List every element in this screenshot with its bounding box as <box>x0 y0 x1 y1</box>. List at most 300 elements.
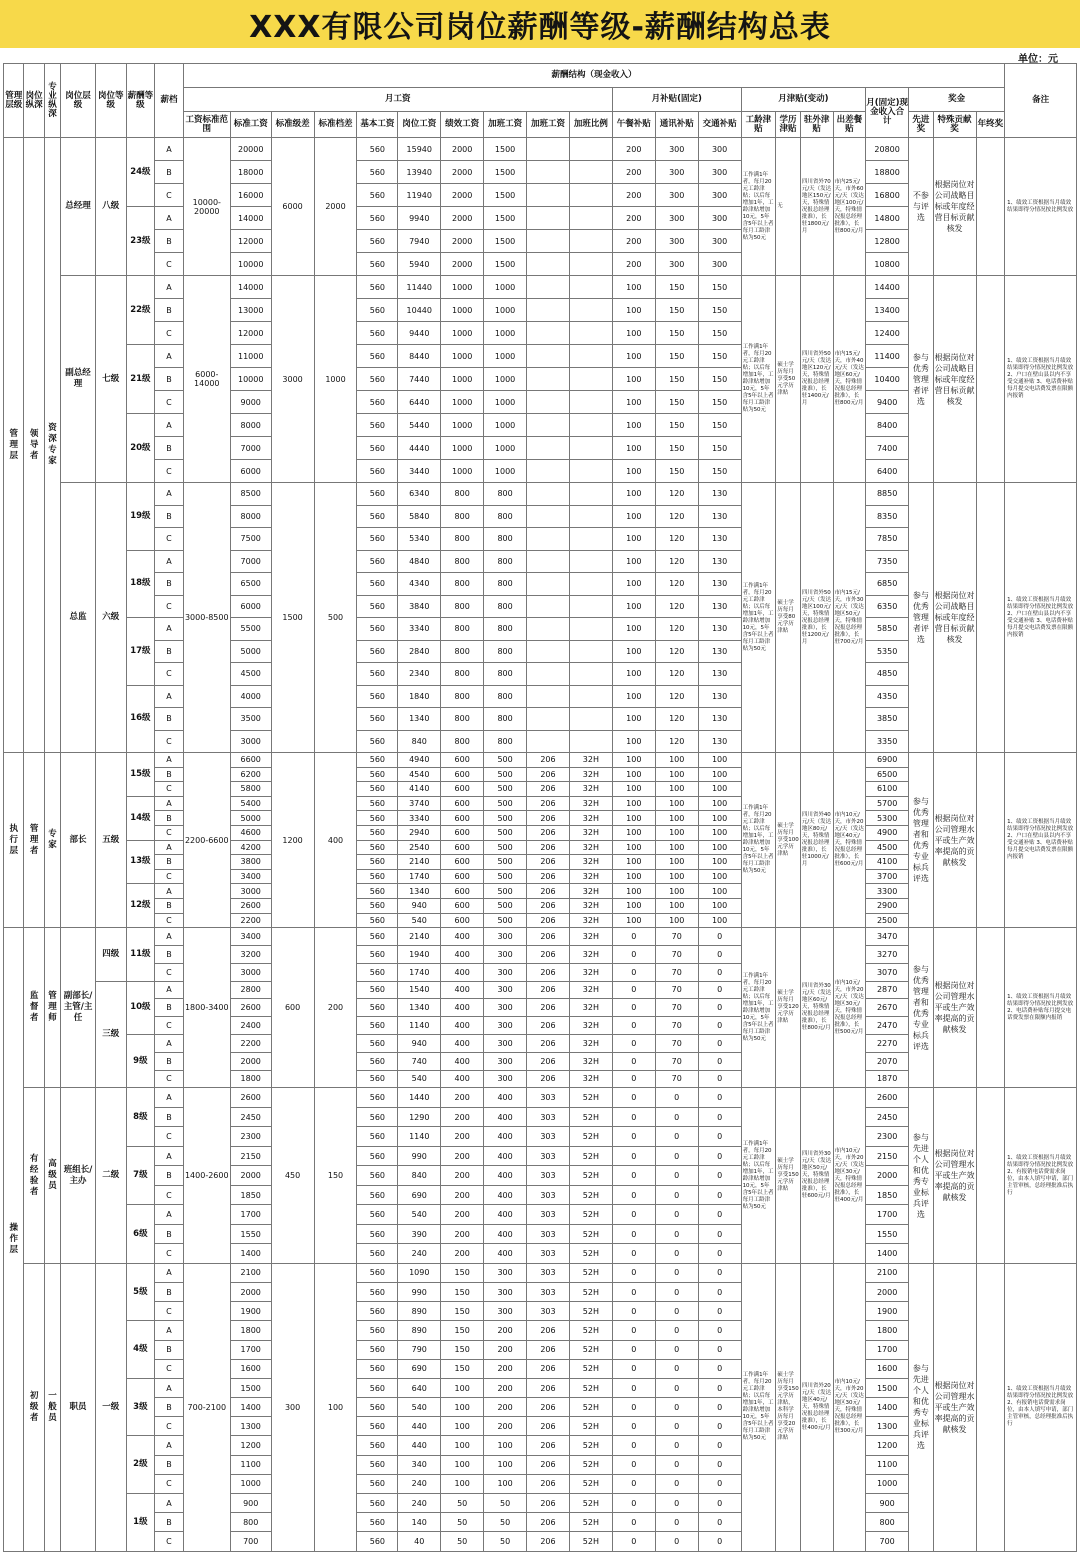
header-step-diff: 标准档差 <box>314 112 357 138</box>
post-wage-cell: 1940 <box>398 945 441 963</box>
post-wage-cell: 4140 <box>398 782 441 797</box>
ot-ratio-cell: 52H <box>569 1321 612 1340</box>
edu-cell: 硕士学历每月享受150元学历津贴，本科学历每月享受20元学历津贴 <box>776 1263 801 1551</box>
pos-level-cell: 班组长/主办 <box>61 1088 96 1264</box>
monthly-total-cell: 4850 <box>866 663 909 686</box>
monthly-total-cell: 1600 <box>866 1359 909 1378</box>
pay-step-cell: B <box>155 999 184 1017</box>
std-wage-cell: 2150 <box>230 1146 271 1166</box>
mgmt-level-cell: 管 理 层 <box>4 138 24 753</box>
post-wage-cell: 4340 <box>398 573 441 596</box>
meal-cell: 0 <box>612 1034 655 1052</box>
monthly-total-cell: 6500 <box>866 767 909 782</box>
comm-cell: 0 <box>655 1244 698 1264</box>
basic-wage-cell: 560 <box>357 840 398 855</box>
ot-wage2-cell <box>527 207 570 230</box>
monthly-total-cell: 16800 <box>866 184 909 207</box>
comm-cell: 70 <box>655 1017 698 1035</box>
meal-cell: 0 <box>612 1244 655 1264</box>
ot-wage2-cell: 206 <box>527 1378 570 1397</box>
ot-ratio-cell <box>569 368 612 391</box>
meal-cell: 200 <box>612 161 655 184</box>
basic-wage-cell: 560 <box>357 1282 398 1301</box>
ot-wage2-cell <box>527 345 570 368</box>
meal-cell: 0 <box>612 1359 655 1378</box>
comm-cell: 300 <box>655 161 698 184</box>
comm-cell: 120 <box>655 708 698 731</box>
ot-ratio-cell: 52H <box>569 1088 612 1108</box>
traffic-cell: 130 <box>698 708 741 731</box>
perf-wage-cell: 600 <box>441 898 484 913</box>
perf-wage-cell: 100 <box>441 1474 484 1493</box>
std-wage-cell: 1900 <box>230 1302 271 1321</box>
monthly-total-cell: 8400 <box>866 414 909 437</box>
monthly-total-cell: 2100 <box>866 1263 909 1282</box>
pay-grade-cell: 22级 <box>126 276 155 345</box>
ot-wage2-cell: 303 <box>527 1107 570 1127</box>
comm-cell: 150 <box>655 299 698 322</box>
traffic-cell: 300 <box>698 161 741 184</box>
std-wage-cell: 2100 <box>230 1263 271 1282</box>
traffic-cell: 130 <box>698 640 741 663</box>
perf-wage-cell: 2000 <box>441 253 484 276</box>
std-wage-cell: 13000 <box>230 299 271 322</box>
meal-cell: 0 <box>612 1166 655 1186</box>
basic-wage-cell: 560 <box>357 945 398 963</box>
ot-wage2-cell: 206 <box>527 753 570 768</box>
ot-ratio-cell: 52H <box>569 1359 612 1378</box>
basic-wage-cell: 560 <box>357 345 398 368</box>
perf-wage-cell: 200 <box>441 1244 484 1264</box>
basic-wage-cell: 560 <box>357 276 398 299</box>
pay-step-cell: B <box>155 945 184 963</box>
wage-range-cell: 700-2100 <box>183 1263 230 1551</box>
ot-ratio-cell <box>569 460 612 483</box>
pay-step-cell: A <box>155 796 184 811</box>
ot-wage2-cell: 303 <box>527 1166 570 1186</box>
ot-wage2-cell: 303 <box>527 1088 570 1108</box>
std-wage-cell: 16000 <box>230 184 271 207</box>
basic-wage-cell: 560 <box>357 1205 398 1225</box>
monthly-total-cell: 3470 <box>866 928 909 946</box>
traffic-cell: 300 <box>698 207 741 230</box>
comm-cell: 0 <box>655 1513 698 1532</box>
basic-wage-cell: 560 <box>357 913 398 928</box>
perf-wage-cell: 600 <box>441 753 484 768</box>
std-wage-cell: 2000 <box>230 1166 271 1186</box>
comm-cell: 300 <box>655 184 698 207</box>
salary-table-wrapper <box>3 63 1077 1552</box>
comm-cell: 0 <box>655 1127 698 1147</box>
ot-wage2-cell <box>527 595 570 618</box>
comm-cell: 0 <box>655 1340 698 1359</box>
comm-cell: 70 <box>655 1034 698 1052</box>
traffic-cell: 0 <box>698 1340 741 1359</box>
post-wage-cell: 540 <box>398 1070 441 1088</box>
pay-step-cell: B <box>155 767 184 782</box>
header-advanced: 先进奖 <box>909 112 934 138</box>
travel-cell: 市内15元/天，市外40元/天（发达地区60元/天，特殊情况报总经理批准），长驻800元/月 <box>833 276 866 483</box>
basic-wage-cell: 560 <box>357 1166 398 1186</box>
meal-cell: 0 <box>612 1494 655 1513</box>
monthly-total-cell: 1100 <box>866 1455 909 1474</box>
perf-wage-cell: 150 <box>441 1263 484 1282</box>
perf-wage-cell: 2000 <box>441 138 484 161</box>
traffic-cell: 0 <box>698 1417 741 1436</box>
ot-wage2-cell: 206 <box>527 767 570 782</box>
basic-wage-cell: 560 <box>357 811 398 826</box>
ot-ratio-cell <box>569 184 612 207</box>
monthly-total-cell: 10400 <box>866 368 909 391</box>
ot-wage2-cell: 303 <box>527 1205 570 1225</box>
wage-range-cell: 6000-14000 <box>183 276 230 483</box>
ot-ratio-cell <box>569 276 612 299</box>
comm-cell: 0 <box>655 1282 698 1301</box>
ot-ratio-cell: 32H <box>569 999 612 1017</box>
header-post: 岗位工资 <box>398 112 441 138</box>
pos-level-cell: 总监 <box>61 483 96 753</box>
ot-wage-cell: 800 <box>484 730 527 753</box>
basic-wage-cell: 560 <box>357 855 398 870</box>
traffic-cell: 0 <box>698 1321 741 1340</box>
std-wage-cell: 6600 <box>230 753 271 768</box>
monthly-total-cell: 14800 <box>866 207 909 230</box>
ot-wage-cell: 500 <box>484 782 527 797</box>
ot-wage2-cell <box>527 161 570 184</box>
basic-wage-cell: 560 <box>357 1088 398 1108</box>
pos-grade-cell: 四级 <box>95 928 126 981</box>
post-wage-cell: 7940 <box>398 230 441 253</box>
perf-wage-cell: 600 <box>441 825 484 840</box>
meal-cell: 200 <box>612 184 655 207</box>
pro-cell: 一 般 员 <box>44 1263 60 1551</box>
post-wage-cell: 890 <box>398 1302 441 1321</box>
pay-step-cell: B <box>155 299 184 322</box>
header-wage-range: 工资标准范围 <box>183 112 230 138</box>
yearend-bonus-cell <box>976 1088 1005 1264</box>
basic-wage-cell: 560 <box>357 999 398 1017</box>
ot-ratio-cell: 52H <box>569 1205 612 1225</box>
monthly-total-cell: 13400 <box>866 299 909 322</box>
meal-cell: 100 <box>612 345 655 368</box>
basic-wage-cell: 560 <box>357 1398 398 1417</box>
table-row <box>4 928 1077 946</box>
basic-wage-cell: 560 <box>357 368 398 391</box>
ot-wage-cell: 1500 <box>484 138 527 161</box>
wage-range-cell: 2200-6600 <box>183 753 230 928</box>
pay-step-cell: A <box>155 1436 184 1455</box>
ot-ratio-cell: 32H <box>569 928 612 946</box>
basic-wage-cell: 560 <box>357 322 398 345</box>
ot-wage2-cell: 206 <box>527 898 570 913</box>
perf-wage-cell: 150 <box>441 1282 484 1301</box>
std-wage-cell: 1500 <box>230 1378 271 1397</box>
traffic-cell: 100 <box>698 869 741 884</box>
basic-wage-cell: 560 <box>357 595 398 618</box>
std-wage-cell: 1550 <box>230 1224 271 1244</box>
ot-ratio-cell: 32H <box>569 825 612 840</box>
monthly-total-cell: 2500 <box>866 913 909 928</box>
traffic-cell: 130 <box>698 663 741 686</box>
basic-wage-cell: 560 <box>357 483 398 506</box>
traffic-cell: 150 <box>698 391 741 414</box>
post-wage-cell: 1290 <box>398 1107 441 1127</box>
monthly-total-cell: 5850 <box>866 618 909 641</box>
perf-wage-cell: 600 <box>441 796 484 811</box>
ot-ratio-cell <box>569 322 612 345</box>
ot-ratio-cell: 32H <box>569 753 612 768</box>
meal-cell: 100 <box>612 884 655 899</box>
basic-wage-cell: 560 <box>357 1127 398 1147</box>
edu-cell: 硕士学历每月享受50元学历津贴 <box>776 276 801 483</box>
meal-cell: 100 <box>612 663 655 686</box>
advanced-bonus-cell: 不参与评选 <box>909 138 934 276</box>
basic-wage-cell: 560 <box>357 460 398 483</box>
comm-cell: 0 <box>655 1088 698 1108</box>
monthly-total-cell: 1700 <box>866 1340 909 1359</box>
pay-step-cell: C <box>155 782 184 797</box>
edu-cell: 无 <box>776 138 801 276</box>
yearend-bonus-cell <box>976 1263 1005 1551</box>
ot-wage2-cell <box>527 437 570 460</box>
comm-cell: 70 <box>655 1070 698 1088</box>
monthly-total-cell: 1700 <box>866 1205 909 1225</box>
ot-ratio-cell: 32H <box>569 913 612 928</box>
travel-cell: 市内10元/天，市外20元/天（发达地区40元/天，特殊情况报总经理批准），长驻600元/月 <box>833 753 866 928</box>
std-wage-cell: 14000 <box>230 276 271 299</box>
perf-wage-cell: 50 <box>441 1494 484 1513</box>
traffic-cell: 130 <box>698 730 741 753</box>
ot-wage-cell: 400 <box>484 1166 527 1186</box>
basic-wage-cell: 560 <box>357 640 398 663</box>
grade-diff-cell: 450 <box>271 1088 314 1264</box>
monthly-total-cell: 6100 <box>866 782 909 797</box>
post-wage-cell: 9940 <box>398 207 441 230</box>
grade-diff-cell: 3000 <box>271 276 314 483</box>
post-wage-cell: 2840 <box>398 640 441 663</box>
meal-cell: 100 <box>612 618 655 641</box>
header-pay-grade: 薪酬等级 <box>126 64 155 138</box>
basic-wage-cell: 560 <box>357 1436 398 1455</box>
traffic-cell: 0 <box>698 1302 741 1321</box>
ot-ratio-cell <box>569 161 612 184</box>
traffic-cell: 130 <box>698 685 741 708</box>
perf-wage-cell: 600 <box>441 913 484 928</box>
salary-table-body <box>4 138 1077 1552</box>
post-wage-cell: 740 <box>398 1052 441 1070</box>
post-wage-cell: 1740 <box>398 869 441 884</box>
traffic-cell: 0 <box>698 1070 741 1088</box>
pay-step-cell: C <box>155 1127 184 1147</box>
ot-wage2-cell <box>527 550 570 573</box>
meal-cell: 100 <box>612 573 655 596</box>
track-cell: 有 经 验 者 <box>24 1088 44 1264</box>
ot-ratio-cell: 32H <box>569 855 612 870</box>
pay-step-cell: A <box>155 1088 184 1108</box>
post-wage-cell: 5940 <box>398 253 441 276</box>
comm-cell: 100 <box>655 825 698 840</box>
comm-cell: 0 <box>655 1263 698 1282</box>
meal-cell: 100 <box>612 753 655 768</box>
ot-ratio-cell: 52H <box>569 1282 612 1301</box>
ot-ratio-cell <box>569 685 612 708</box>
pay-grade-cell: 15级 <box>126 753 155 797</box>
post-wage-cell: 140 <box>398 1513 441 1532</box>
ot-wage-cell: 400 <box>484 1244 527 1264</box>
comm-cell: 120 <box>655 573 698 596</box>
monthly-total-cell: 3350 <box>866 730 909 753</box>
pos-grade-cell: 一级 <box>95 1263 126 1551</box>
header-seniority: 工龄津贴 <box>741 112 776 138</box>
std-wage-cell: 5400 <box>230 796 271 811</box>
ot-wage-cell: 400 <box>484 1088 527 1108</box>
ot-ratio-cell <box>569 618 612 641</box>
std-wage-cell: 3000 <box>230 884 271 899</box>
traffic-cell: 150 <box>698 414 741 437</box>
traffic-cell: 0 <box>698 1532 741 1551</box>
pay-step-cell: C <box>155 963 184 981</box>
traffic-cell: 0 <box>698 1282 741 1301</box>
std-wage-cell: 6500 <box>230 573 271 596</box>
meal-cell: 100 <box>612 708 655 731</box>
post-wage-cell: 3440 <box>398 460 441 483</box>
std-wage-cell: 3000 <box>230 963 271 981</box>
header-comm: 通讯补贴 <box>655 112 698 138</box>
post-wage-cell: 6440 <box>398 391 441 414</box>
traffic-cell: 0 <box>698 1436 741 1455</box>
ot-wage-cell: 100 <box>484 1474 527 1493</box>
basic-wage-cell: 560 <box>357 1474 398 1493</box>
ot-wage2-cell: 206 <box>527 1455 570 1474</box>
station-cell: 四川省外40元/天（发达地区80元/天，特殊情况报总经理批准），长驻1000元/月 <box>800 753 833 928</box>
ot-wage-cell: 500 <box>484 869 527 884</box>
traffic-cell: 100 <box>698 825 741 840</box>
header-meal: 午餐补贴 <box>612 112 655 138</box>
basic-wage-cell: 560 <box>357 1513 398 1532</box>
comm-cell: 0 <box>655 1185 698 1205</box>
monthly-total-cell: 11400 <box>866 345 909 368</box>
pay-step-cell: B <box>155 1398 184 1417</box>
traffic-cell: 0 <box>698 1455 741 1474</box>
table-row <box>4 1263 1077 1282</box>
perf-wage-cell: 400 <box>441 1052 484 1070</box>
std-wage-cell: 3400 <box>230 869 271 884</box>
monthly-total-cell: 5350 <box>866 640 909 663</box>
pay-step-cell: C <box>155 1070 184 1088</box>
post-wage-cell: 10440 <box>398 299 441 322</box>
std-wage-cell: 18000 <box>230 161 271 184</box>
edu-cell: 硕士学历每月享受80元学历津贴 <box>776 483 801 753</box>
perf-wage-cell: 600 <box>441 869 484 884</box>
std-wage-cell: 3000 <box>230 730 271 753</box>
pos-grade-cell: 三级 <box>95 981 126 1088</box>
comm-cell: 150 <box>655 345 698 368</box>
grade-diff-cell: 300 <box>271 1263 314 1551</box>
std-wage-cell: 5800 <box>230 782 271 797</box>
pay-step-cell: B <box>155 898 184 913</box>
mgmt-level-cell: 操 作 层 <box>4 928 24 1551</box>
pay-step-cell: B <box>155 1282 184 1301</box>
header-mgmt-level: 管理层级 <box>4 64 24 138</box>
post-wage-cell: 1140 <box>398 1017 441 1035</box>
step-diff-cell: 2000 <box>314 138 357 276</box>
ot-ratio-cell: 52H <box>569 1417 612 1436</box>
pay-step-cell: C <box>155 253 184 276</box>
monthly-total-cell: 2470 <box>866 1017 909 1035</box>
header-monthly-allowance: 月津贴(变动) <box>741 88 866 112</box>
perf-wage-cell: 800 <box>441 573 484 596</box>
special-bonus-cell: 根据岗位对公司战略目标或年度经营目标贡献核发 <box>933 483 976 753</box>
std-wage-cell: 4000 <box>230 685 271 708</box>
ot-ratio-cell: 52H <box>569 1398 612 1417</box>
traffic-cell: 130 <box>698 550 741 573</box>
ot-ratio-cell <box>569 345 612 368</box>
traffic-cell: 100 <box>698 855 741 870</box>
std-wage-cell: 1200 <box>230 1436 271 1455</box>
pay-step-cell: A <box>155 1205 184 1225</box>
ot-ratio-cell <box>569 640 612 663</box>
ot-wage2-cell <box>527 460 570 483</box>
station-cell: 四川省外50元/天（发达地区100元/天，特殊情况报总经理批准），长驻1200元/月 <box>800 483 833 753</box>
ot-wage2-cell: 206 <box>527 1052 570 1070</box>
post-wage-cell: 340 <box>398 1455 441 1474</box>
ot-ratio-cell: 32H <box>569 840 612 855</box>
pos-level-cell: 总经理 <box>61 138 96 276</box>
grade-diff-cell: 600 <box>271 928 314 1088</box>
monthly-total-cell: 4100 <box>866 855 909 870</box>
ot-wage2-cell: 206 <box>527 1321 570 1340</box>
std-wage-cell: 900 <box>230 1494 271 1513</box>
basic-wage-cell: 560 <box>357 1034 398 1052</box>
meal-cell: 100 <box>612 840 655 855</box>
ot-ratio-cell: 52H <box>569 1302 612 1321</box>
ot-wage2-cell: 206 <box>527 928 570 946</box>
traffic-cell: 0 <box>698 1224 741 1244</box>
monthly-total-cell: 6850 <box>866 573 909 596</box>
post-wage-cell: 13940 <box>398 161 441 184</box>
perf-wage-cell: 800 <box>441 550 484 573</box>
meal-cell: 100 <box>612 869 655 884</box>
comm-cell: 150 <box>655 391 698 414</box>
basic-wage-cell: 560 <box>357 1263 398 1282</box>
ot-wage2-cell: 206 <box>527 796 570 811</box>
traffic-cell: 130 <box>698 505 741 528</box>
comm-cell: 0 <box>655 1417 698 1436</box>
comm-cell: 0 <box>655 1321 698 1340</box>
comm-cell: 0 <box>655 1455 698 1474</box>
basic-wage-cell: 560 <box>357 299 398 322</box>
ot-wage-cell: 1000 <box>484 391 527 414</box>
ot-ratio-cell: 52H <box>569 1340 612 1359</box>
meal-cell: 0 <box>612 1532 655 1551</box>
travel-cell: 市内10元/天，市外20元/天（发达地区30元/天，特殊情况报总经理批准），长驻300元/月 <box>833 1263 866 1551</box>
traffic-cell: 150 <box>698 345 741 368</box>
pay-step-cell: C <box>155 663 184 686</box>
ot-wage-cell: 800 <box>484 528 527 551</box>
ot-wage-cell: 800 <box>484 595 527 618</box>
meal-cell: 0 <box>612 999 655 1017</box>
monthly-total-cell: 1400 <box>866 1398 909 1417</box>
comm-cell: 150 <box>655 276 698 299</box>
post-wage-cell: 540 <box>398 1398 441 1417</box>
basic-wage-cell: 560 <box>357 1340 398 1359</box>
perf-wage-cell: 200 <box>441 1088 484 1108</box>
comm-cell: 100 <box>655 782 698 797</box>
pay-grade-cell: 5级 <box>126 1263 155 1321</box>
comm-cell: 150 <box>655 322 698 345</box>
ot-wage-cell: 300 <box>484 1052 527 1070</box>
traffic-cell: 0 <box>698 1185 741 1205</box>
